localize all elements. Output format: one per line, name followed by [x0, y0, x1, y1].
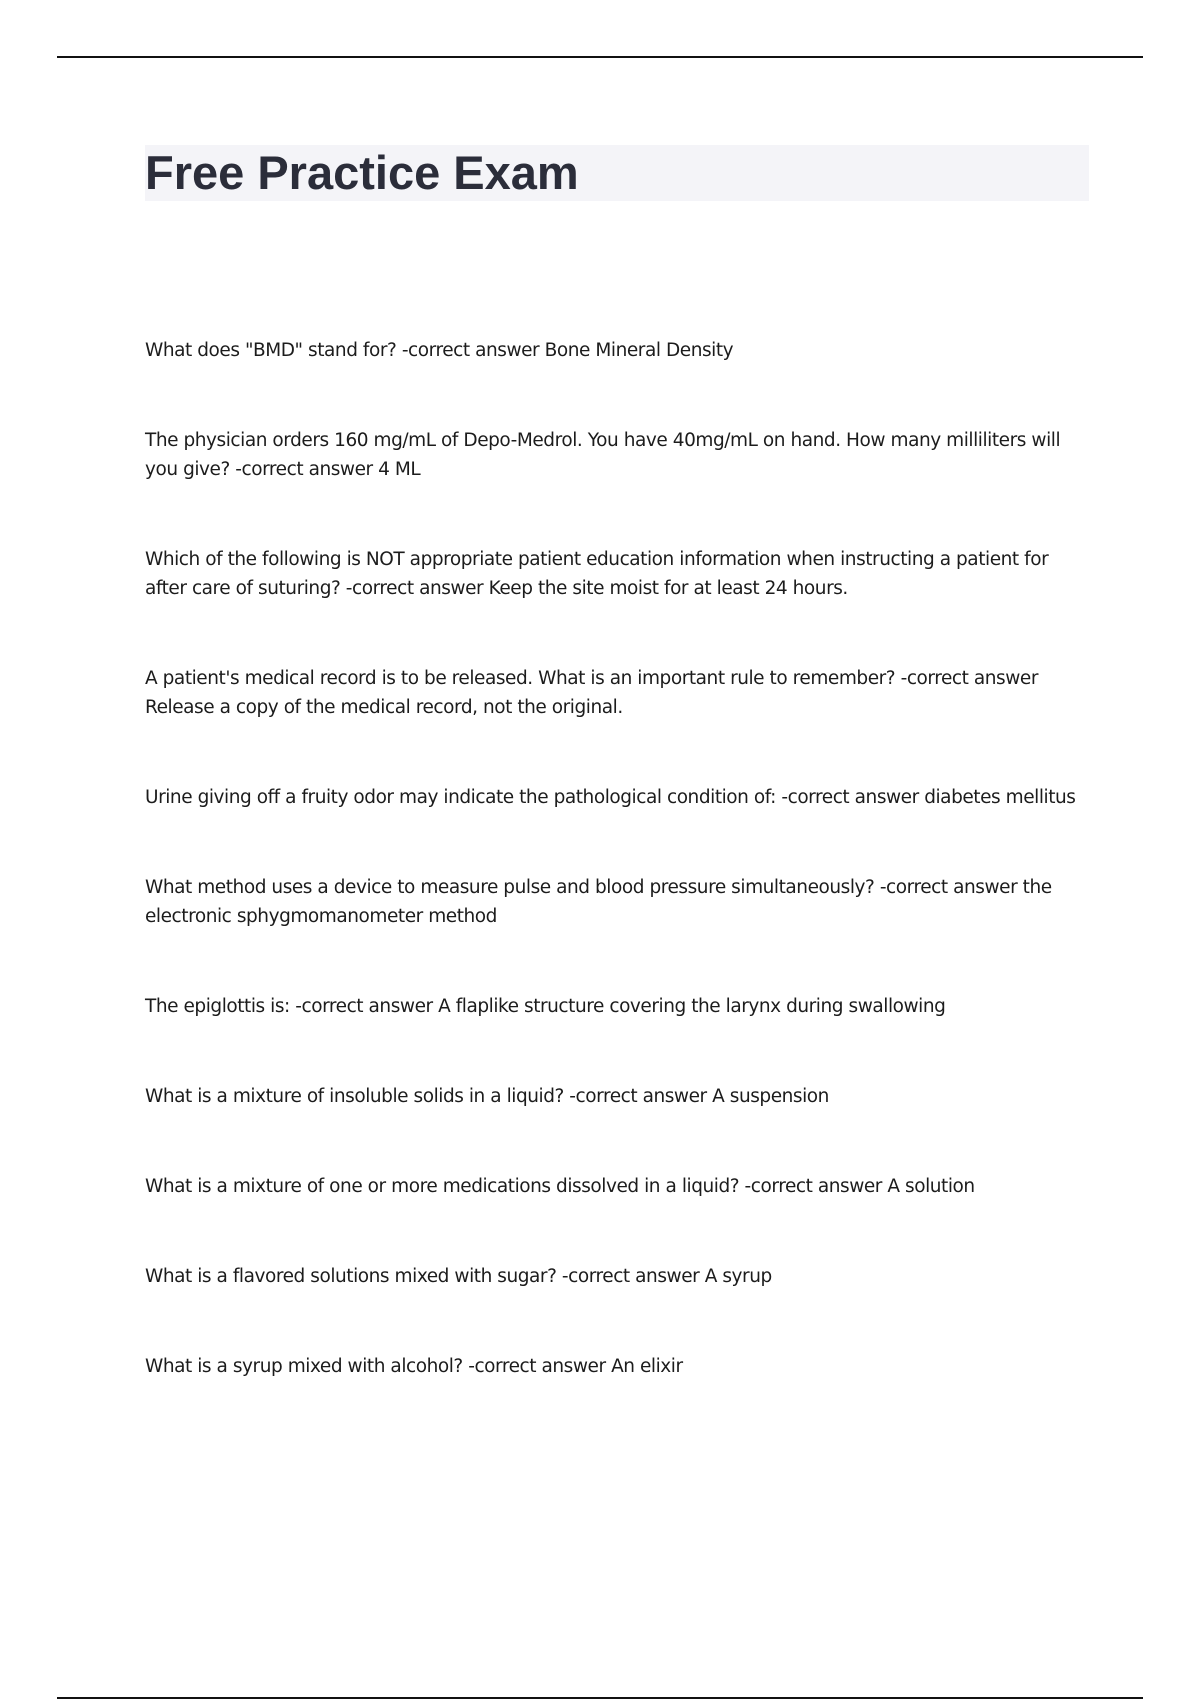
qa-item: The epiglottis is: -correct answer A flaplike structure covering the larynx during swallowing [145, 996, 946, 1017]
top-rule [57, 56, 1143, 58]
qa-item: What is a mixture of one or more medications dissolved in a liquid? -correct answer A solution [145, 1176, 975, 1197]
qa-item: What does "BMD" stand for? -correct answer Bone Mineral Density [145, 340, 734, 361]
qa-item: Which of the following is NOT appropriate patient education information when instructing a patient for after care of suturing? -correct answer Keep the site moist for at least 24 hours. [145, 549, 1049, 599]
qa-item: What is a flavored solutions mixed with sugar? -correct answer A syrup [145, 1266, 772, 1287]
qa-item: The physician orders 160 mg/mL of Depo-Medrol. You have 40mg/mL on hand. How many milliliters will you give? -correct answer 4 ML [145, 430, 1061, 480]
qa-item: What is a mixture of insoluble solids in a liquid? -correct answer A suspension [145, 1086, 829, 1107]
qa-item: What is a syrup mixed with alcohol? -correct answer An elixir [145, 1356, 683, 1377]
qa-item: What method uses a device to measure pulse and blood pressure simultaneously? -correct answer the electronic sphygmomanometer method [145, 877, 1052, 927]
page-title: Free Practice Exam [145, 146, 579, 199]
question-answer-list [145, 336, 1090, 1381]
bottom-rule [57, 1697, 1143, 1699]
qa-item: A patient's medical record is to be released. What is an important rule to remember? -correct answer Release a copy of the medical record, not the original. [145, 668, 1038, 718]
qa-item: Urine giving off a fruity odor may indicate the pathological condition of: -correct answer diabetes mellitus [145, 787, 1076, 808]
